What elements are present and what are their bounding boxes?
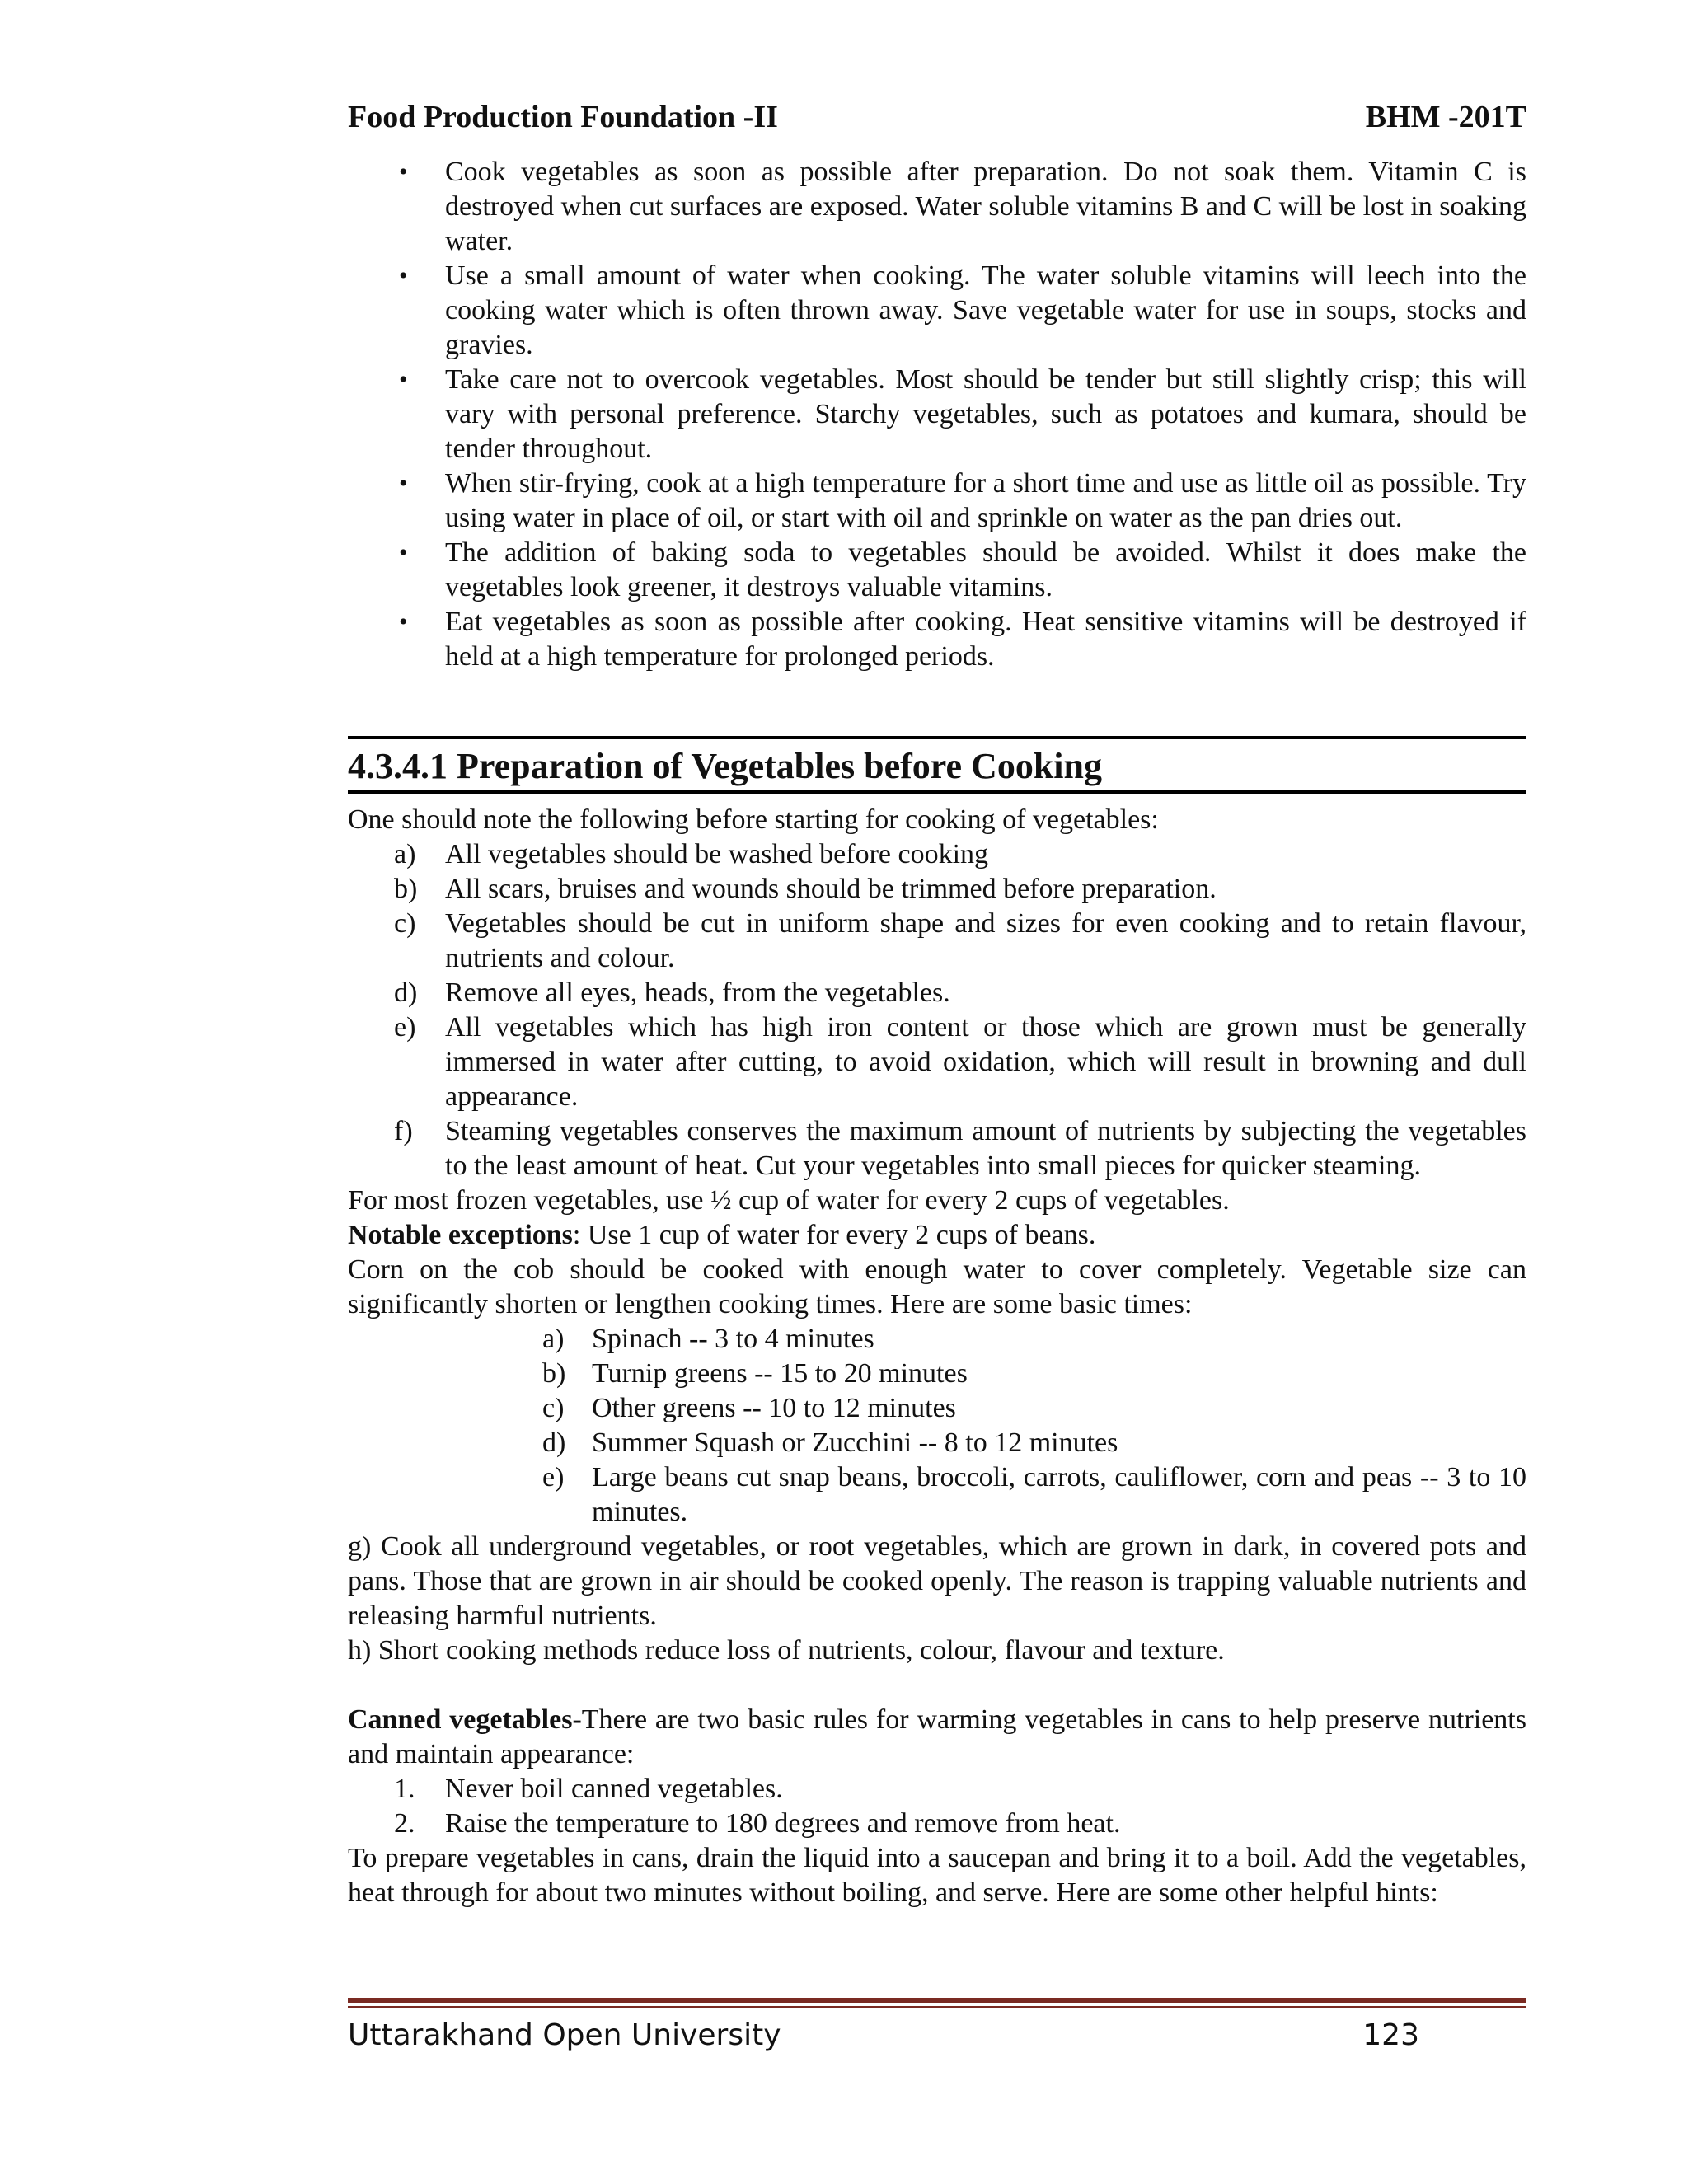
list-item: c) Vegetables should be cut in uniform shape and sizes for even cooking and to retain flavour, nutrients and colour. xyxy=(394,908,1526,973)
preparation-list xyxy=(348,837,1526,1183)
bullet-icon: • xyxy=(399,366,408,393)
list-item: e) Large beans cut snap beans, broccoli, carrots, cauliflower, corn and peas -- 3 to 10 minutes. xyxy=(542,1462,1526,1527)
list-item: • Cook vegetables as soon as possible after preparation. Do not soak them. Vitamin C is destroyed when cut surfaces are exposed. Water soluble vitamins B and C will be lost in soaking water. xyxy=(399,157,1526,256)
canned-rules-list xyxy=(348,1772,1526,1841)
bullet-icon: • xyxy=(399,470,408,497)
list-item: a) Spinach -- 3 to 4 minutes xyxy=(542,1324,874,1354)
section-rule-bottom xyxy=(348,790,1526,794)
list-item: c) Other greens -- 10 to 12 minutes xyxy=(542,1393,956,1423)
list-item: • Take care not to overcook vegetables. Most should be tender but still slightly crisp; this will vary with personal preference. Starchy vegetables, such as potatoes and kumara, should be tender throughout. xyxy=(399,364,1526,464)
bullet-icon: • xyxy=(399,539,408,566)
bullet-icon: • xyxy=(399,262,408,289)
section-heading: 4.3.4.1 Preparation of Vegetables before Cooking xyxy=(348,746,1102,786)
paragraph-g: g) Cook all underground vegetables, or root vegetables, which are grown in dark, in covered pots and pans. Those that are grown in air should be cooked openly. The reason is trapping valuable nutrients and releasing harmful nutrients. xyxy=(348,1531,1526,1631)
frozen-vegetables-text: For most frozen vegetables, use ½ cup of water for every 2 cups of vegetables. xyxy=(348,1185,1230,1216)
section-rule-top xyxy=(348,736,1526,739)
canned-vegetables-paragraph: Canned vegetables-There are two basic rules for warming vegetables in cans to help preserve nutrients and maintain appearance: xyxy=(348,1704,1526,1769)
bullet-icon: • xyxy=(399,158,408,185)
spacer xyxy=(348,1668,1526,1703)
page-number: 123 xyxy=(1362,2018,1419,2052)
footer-rule xyxy=(348,1998,1526,2003)
list-item: d) Summer Squash or Zucchini -- 8 to 12 minutes xyxy=(542,1427,1118,1458)
intro-text: One should note the following before starting for cooking of vegetables: xyxy=(348,804,1159,835)
list-item: d) Remove all eyes, heads, from the vegetables. xyxy=(394,977,950,1008)
list-item: 1. Never boil canned vegetables. xyxy=(394,1774,783,1804)
list-item: b) All scars, bruises and wounds should be trimmed before preparation. xyxy=(394,874,1217,904)
corn-paragraph: Corn on the cob should be cooked with enough water to cover completely. Vegetable size can significantly shorten or lengthen cooking times. Here are some basic times: xyxy=(348,1254,1526,1319)
list-item: • Eat vegetables as soon as possible after cooking. Heat sensitive vitamins will be destroyed if held at a high temperature for prolonged periods. xyxy=(399,607,1526,672)
page-footer xyxy=(348,2016,1419,2055)
cooking-tips-list xyxy=(348,155,1526,674)
paragraph-h: h) Short cooking methods reduce loss of nutrients, colour, flavour and texture. xyxy=(348,1635,1225,1666)
list-item: f) Steaming vegetables conserves the maximum amount of nutrients by subjecting the vegetables to the least amount of heat. Cut your vegetables into small pieces for quicker steaming. xyxy=(394,1116,1526,1181)
list-item: • Use a small amount of water when cooking. The water soluble vitamins will leech into the cooking water which is often thrown away. Save vegetable water for use in soups, stocks and gravies. xyxy=(399,260,1526,360)
course-code: BHM -201T xyxy=(1365,100,1526,134)
list-item: 2. Raise the temperature to 180 degrees and remove from heat. xyxy=(394,1808,1121,1839)
course-title: Food Production Foundation -II xyxy=(348,100,778,134)
preparation-section xyxy=(348,803,1526,1910)
list-item: • The addition of baking soda to vegetables should be avoided. Whilst it does make the vegetables look greener, it destroys valuable vitamins. xyxy=(399,537,1526,602)
university-name: Uttarakhand Open University xyxy=(348,2018,781,2052)
page-header xyxy=(348,97,1526,137)
list-item: e) All vegetables which has high iron content or those which are grown must be generally immersed in water after cutting, to avoid oxidation, which will result in browning and dull appearance. xyxy=(394,1012,1526,1112)
list-item: a) All vegetables should be washed before cooking xyxy=(394,839,989,869)
list-item: b) Turnip greens -- 15 to 20 minutes xyxy=(542,1358,968,1389)
final-paragraph: To prepare vegetables in cans, drain the liquid into a saucepan and bring it to a boil. Add the vegetables, heat through for about two minutes without boiling, and serve. Here are some other helpful hints: xyxy=(348,1843,1526,1908)
cooking-times-list xyxy=(348,1322,1526,1530)
footer-rule-thin xyxy=(348,2006,1526,2008)
list-item: • When stir-frying, cook at a high temperature for a short time and use as little oil as possible. Try using water in place of oil, or start with oil and sprinkle on water as the pan dries out. xyxy=(399,468,1526,533)
bullet-icon: • xyxy=(399,608,408,635)
notable-exceptions: Notable exceptions: Use 1 cup of water for every 2 cups of beans. xyxy=(348,1220,1096,1250)
